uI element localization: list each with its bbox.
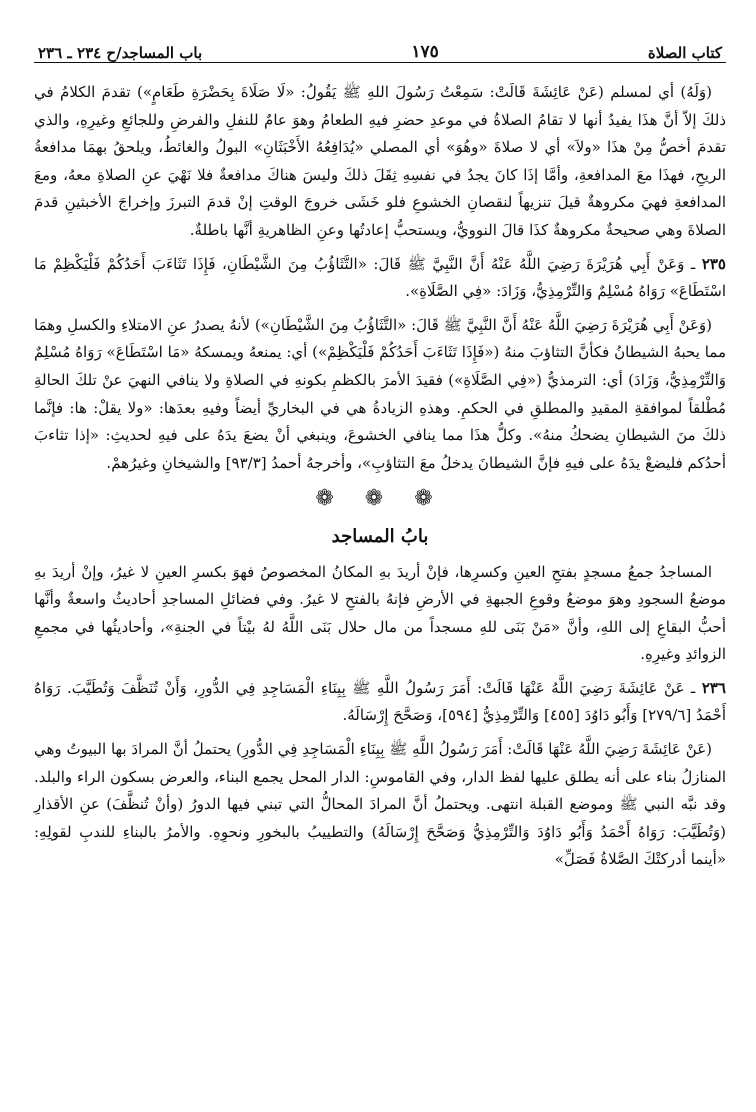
hadith-236 bbox=[34, 675, 726, 730]
chapter-title: بابُ المساجد bbox=[331, 525, 429, 547]
commentary-paragraph: (وَلَهُ) أي لمسلم (عَنْ عَائِشَةَ قَالَتْ: سَمِعْتُ رَسُولَ اللهِ ﷺ يَقُولُ: «لَا صَلَاةَ بِحَضْرَةِ طَعَامٍ») تقدمَ الكلامُ في ذلكَ إلاّ أنَّ هذَا يفيدُ أنها لا تقامُ الصلاةُ في موعدِ حضرِ فيهِ الطعامُ وهوَ عامٌ للنفلِ والفرضِ وللجائعِ وغيرِهِ، والذي تقدمَ أخصُّ مِنْ هذَا «ولاَ» أي لا صلاةَ «وهُوَ» أي المصلي «يُدَافِعُهُ الأَخْبَثَانِ» البولُ والغائطُ، ويلحقُ بهمَا مدافعةُ الريحِ، فهذَا معَ المدافعةِ، وأمَّا إذَا كانَ يجدُ في نفسِهِ ثِقَلَ ذلكَ وليسَ هناكَ مدافعةٌ فلا نَهْيَ عنِ الصلاةِ معهُ، ومعَ المدافعةِ فهيَ مكروهةٌ قيلَ تنزيهاً لنقصانِ الخشوعِ فلو خَشَى خروجَ الوقتِ إنْ قدمَ التبرزَ وإخراجَ الأخبثينِ قدمَ الصلاةَ وهي صحيحةٌ مكروهةٌ كذَا قالَ النوويُّ، ويستحبُّ إعادتُها وعنِ الظاهريةِ أنَّها باطلةٌ. bbox=[34, 83, 726, 239]
book-title: كتاب الصلاة bbox=[647, 44, 722, 62]
section-divider-ornament: ❁ ❁ ❁ bbox=[315, 486, 445, 512]
commentary-paragraph: (عَنْ عَائِشَةَ رَضِيَ اللَّهُ عَنْهَا قَالَتْ: أَمَرَ رَسُولُ اللَّهِ ﷺ بِبِنَاءِ الْمَسَاجِدِ فِي الدُّورِ) يحتملُ أنَّ المرادَ بها البيوتُ وهي المنازلُ بناء على أنه يطلق عليها لفظ الدار، وفي القاموسِ: الدار المحل يجمع البناء، والعرض بسكون الراء والبلد. وقد نبَّه النبي ﷺ وموضع القبلة انتهى. ويحتملُ أنَّ المرادَ المحالُّ التي تبني فيها الدورُ (وأنْ تُنظَّفَ) عنِ الأقذارِ (وَتُطَيَّبَ: رَوَاهُ أَحْمَدُ وَأَبُو دَاوُدَ وَالتِّرْمِذِيُّ وَصَحَّحَ إِرْسَالَهُ) والتطييبُ بالبخورِ ونحوِهِ. والأمرُ بالبناءِ للندبِ لقولِهِ: «أينما أدركتْكَ الصَّلاةُ فَصَلِّ» bbox=[34, 740, 726, 869]
hadith-number: ٢٣٦ bbox=[701, 678, 726, 697]
section-reference: باب المساجد/ح ٢٣٤ ـ ٢٣٦ bbox=[38, 44, 203, 62]
chapter-intro-paragraph: المساجدُ جمعُ مسجدٍ بفتحِ العينِ وكسرِها، فإنْ أريدَ بهِ المكانُ المخصوصُ فهوَ بكسرِ العينِ لا غيرُ، وإنْ أريدَ بهِ موضعُ السجودِ وهوَ موضعُ وقوعِ الجبهةِ في الأرضِ فإنهُ بالفتحِ لا غيرُ. وفي فضائلِ المساجدِ أحاديثُ واسعةٌ وأنَّها أحبُّ البقاعِ إلى اللهِ، وأنَّ «مَنْ بَنَى للهِ مسجداً من مال حلال بَنَى اللَّهُ لهُ بيْتاً في الجنةِ»، وأحاديثُها في مجمعِ الزوائدِ وغيرِهِ. bbox=[34, 562, 727, 664]
hadith-235 bbox=[34, 251, 726, 306]
hadith-text: ـ وَعَنْ أَبِي هُرَيْرَةَ رَضِيَ اللَّهُ عَنْهُ أَنَّ النَّبِيَّ ﷺ قَالَ: «التَّثَاؤُبُ مِنَ الشَّيْطَانِ، فَإِذَا تَثَاءَبَ أَحَدُكُمْ فَلْيَكْظِمْ مَا اسْتَطَاعَ» رَوَاهُ مُسْلِمٌ وَالتِّرْمِذِيُّ، وَزَادَ: «فِي الصَّلَاةِ». bbox=[34, 254, 726, 301]
running-header bbox=[34, 36, 726, 63]
page-number: ١٧٥ bbox=[411, 42, 439, 62]
commentary-paragraph: (وَعَنْ أَبِي هُرَيْرَةَ رَضِيَ اللَّهُ عَنْهُ أَنَّ النَّبِيَّ ﷺ قَالَ: «التَّثَاؤُبُ مِنَ الشَّيْطَانِ») لأنهُ يصدرُ عنِ الامتلاءِ والكسلِ وهمَا مما يحبهُ الشيطانُ فكأنَّ التثاؤبَ منهُ («فَإِذَا تَثَاءَبَ أَحَدُكُمْ فَلْيَكْظِمْ») أي: يمنعهُ ويمسكهُ «مَا اسْتَطَاعَ» رَوَاهُ مُسْلِمٌ وَالتِّرْمِذِيُّ، وَزَادَ) أي: الترمذيُّ («فِي الصَّلَاةِ») فقيدَ الأمرَ بالكظمِ بكونهِ في الصلاةِ ولا ينافي النهيَ عنْ تلكَ الحالةِ مُطْلقاً لموافقةِ المقيدِ والمطلقِ في الحكمِ. وهذهِ الزيادةُ هي في البخاريِّ أيضاً وفيهِ بعدَها: «ولا يقلْ: ها: فإنَّما ذلكَ منَ الشيطانِ يضحكُ منهُ». وكلُّ هذَا مما ينافي الخشوعَ، وينبغي أنْ يضعَ يدَهُ على فيهِ لحديثِ: «إذا تثاءبَ أحدُكم فليضعْ يدَهُ على فيهِ فإنَّ الشيطانَ يدخلُ معَ التثاؤبِ»، وأخرجهُ أحمدُ [٩٣/٣] والشيخانِ وغيرُهمْ. bbox=[34, 315, 726, 472]
hadith-number: ٢٣٥ bbox=[701, 254, 726, 273]
body-text bbox=[34, 79, 726, 874]
page bbox=[34, 36, 726, 1112]
hadith-text: ـ عَنْ عَائِشَةَ رَضِيَ اللَّهُ عَنْهَا قَالَتْ: أَمَرَ رَسُولُ اللَّهِ ﷺ بِبِنَاءِ الْمَسَاجِدِ فِي الدُّورِ، وَأَنْ تُنَظَّفَ وَتُطَيَّبَ. رَوَاهُ أَحْمَدُ [٢٧٩/٦] وَأَبُو دَاوُدَ [٤٥٥] وَالتِّرْمِذِيُّ [٥٩٤]، وَصَحَّحَ إِرْسَالَهُ. bbox=[34, 678, 726, 725]
